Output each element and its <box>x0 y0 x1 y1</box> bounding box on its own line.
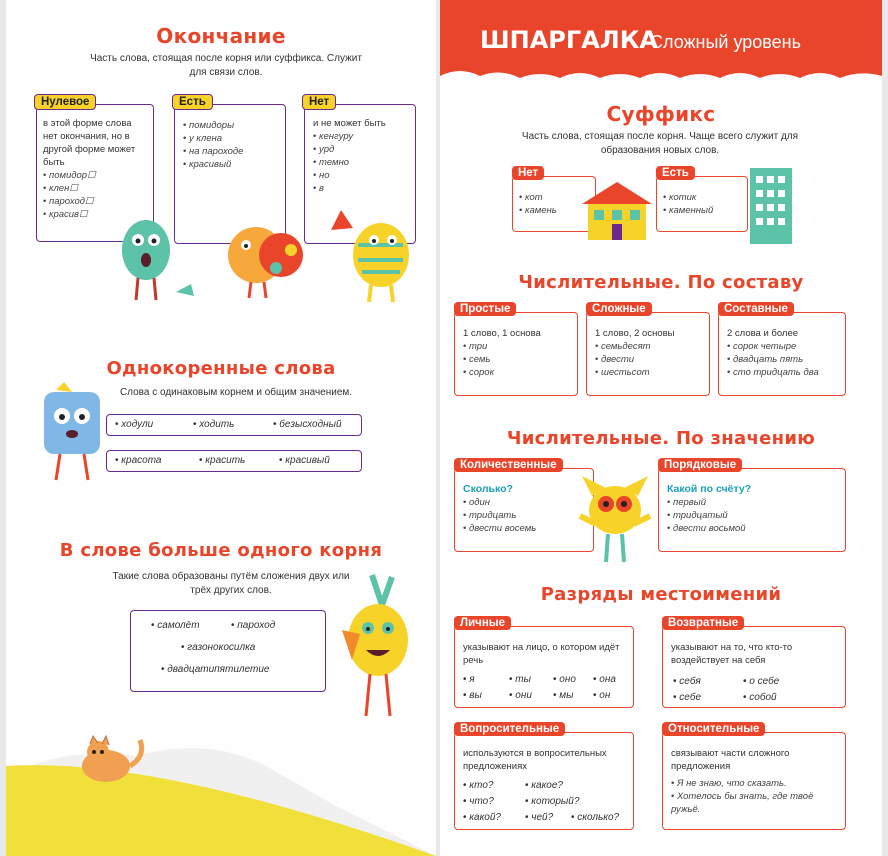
suffix-title: Суффикс <box>606 102 716 126</box>
list-item: • двести <box>595 353 701 366</box>
grass-illustration <box>6 726 436 856</box>
pronoun-word: • какой? <box>463 811 501 824</box>
list-item: • сорок четыре <box>727 340 837 353</box>
pronoun-relative-list <box>671 777 837 816</box>
list-item: • кенгуру <box>313 130 407 143</box>
left-page <box>6 0 436 856</box>
pronoun-word: • который? <box>525 795 579 808</box>
yellow-monster-icon <box>331 210 409 302</box>
list-item: • клен☐ <box>43 182 147 195</box>
num-ordinal-box <box>658 468 846 552</box>
cognate-row-1 <box>106 414 362 436</box>
list-item: • камень <box>519 204 589 217</box>
num-compound-tag: Составные <box>718 302 794 316</box>
pronoun-interrogative-text: используются в вопросительных предложениях <box>463 748 607 772</box>
num-meaning-title: Числительные. По значению <box>506 428 816 449</box>
compound-word: • пароход <box>231 619 275 632</box>
num-ordinal-tag: Порядковые <box>658 458 742 472</box>
green-monster-icon <box>122 220 194 300</box>
list-item: • сорок <box>463 366 569 379</box>
pronoun-word: • мы <box>553 689 574 702</box>
pronoun-word: • оно <box>553 673 576 686</box>
compound-word: • двадцатипятилетие <box>161 663 269 676</box>
pronoun-word: • о себе <box>743 675 779 688</box>
list-item: • на пароходе <box>183 145 277 158</box>
pronoun-word: • она <box>593 673 616 686</box>
banner-subtitle: Сложный уровень <box>650 32 801 52</box>
pronouns-title: Разряды местоимений <box>540 584 782 605</box>
pronoun-word: • чей? <box>525 811 553 824</box>
zero-ending-text: в этой форме слова нет окончания, но в другой форме может быть <box>43 118 136 168</box>
cognate-word: • безысходный <box>273 418 342 431</box>
list-item: • двести восемь <box>463 522 585 535</box>
has-ending-tag: Есть <box>172 94 213 110</box>
num-simple-tag: Простые <box>454 302 516 316</box>
pronoun-word: • какое? <box>525 779 563 792</box>
list-item: • первый <box>667 496 837 509</box>
cognate-title: Однокоренные слова <box>106 358 336 379</box>
pronoun-word: • сколько? <box>571 811 619 824</box>
num-ordinal-question: Какой по счёту? <box>667 483 752 495</box>
pronoun-word: • кто? <box>463 779 493 792</box>
num-cardinal-question: Сколько? <box>463 483 513 495</box>
pronoun-word: • что? <box>463 795 494 808</box>
list-item: • тридцатый <box>667 509 837 522</box>
cognate-word: • красивый <box>279 454 330 467</box>
num-complex-tag: Сложные <box>586 302 652 316</box>
suffix-none-tag: Нет <box>512 166 544 180</box>
cognate-word: • красота <box>115 454 161 467</box>
cognate-desc: Слова с одинаковым корнем и общим значением. <box>119 387 353 398</box>
right-page <box>440 0 882 856</box>
building-icon <box>746 164 796 246</box>
pronoun-reflexive-box <box>662 626 846 708</box>
compound-word: • газонокосилка <box>181 641 255 654</box>
num-complex-list <box>595 340 701 379</box>
list-item: • помидор☐ <box>43 169 147 182</box>
list-item: • семь <box>463 353 569 366</box>
list-item: • у клена <box>183 132 277 145</box>
banner-title: ШПАРГАЛКА <box>480 26 658 54</box>
pronoun-relative-text: связывают части сложного предложения <box>671 748 790 772</box>
num-cardinal-tag: Количественные <box>454 458 563 472</box>
cognate-word: • ходули <box>115 418 153 431</box>
num-composition-title: Числительные. По составу <box>518 272 804 293</box>
num-compound-text: 2 слова и более <box>727 328 799 339</box>
list-item: • тридцать <box>463 509 585 522</box>
list-item: • каменный <box>663 204 741 217</box>
cognate-row-2 <box>106 450 362 472</box>
pear-monster-icon <box>332 570 422 720</box>
suffix-have-box <box>656 176 748 232</box>
pronoun-word: • себе <box>673 691 701 704</box>
pronoun-word: • он <box>593 689 610 702</box>
list-item: • котик <box>663 191 741 204</box>
cloud-edge-decoration <box>440 66 882 96</box>
list-item: • помидоры <box>183 119 277 132</box>
suffix-none-list <box>519 191 589 217</box>
owl-monster-icon <box>570 466 660 566</box>
pronoun-word: • они <box>509 689 532 702</box>
pronoun-word: • ты <box>509 673 531 686</box>
list-item: • красивый <box>183 158 277 171</box>
num-simple-text: 1 слово, 1 основа <box>463 328 541 339</box>
list-item: • Я не знаю, что сказать. <box>671 777 837 790</box>
pronoun-word: • я <box>463 673 475 686</box>
list-item: • двадцать пять <box>727 353 837 366</box>
pronoun-personal-text: указывают на лицо, о котором идёт речь <box>463 642 620 666</box>
pronoun-word: • собой <box>743 691 777 704</box>
compound-word: • самолёт <box>151 619 200 632</box>
list-item: • семьдесят <box>595 340 701 353</box>
num-compound-list <box>727 340 837 379</box>
suffix-have-tag: Есть <box>656 166 695 180</box>
list-item: • шестьсот <box>595 366 701 379</box>
no-ending-text: и не может быть <box>313 118 386 129</box>
list-item: • сто тридцать два <box>727 366 837 379</box>
list-item: • красив☐ <box>43 208 147 221</box>
num-simple-list <box>463 340 569 379</box>
list-item: • урд <box>313 143 407 156</box>
pronoun-reflexive-text: указывают на то, что кто-то воздействует на себя <box>671 642 793 666</box>
multi-root-desc: Такие слова образованы путём сложения двух или трёх других слов. <box>112 571 350 596</box>
num-complex-box <box>586 312 710 396</box>
list-item: • но <box>313 169 407 182</box>
list-item: • один <box>463 496 585 509</box>
pronoun-interrogative-box <box>454 732 634 830</box>
num-cardinal-list <box>463 496 585 535</box>
zero-ending-tag: Нулевое <box>34 94 96 110</box>
suffix-desc: Часть слова, стоящая после корня. Чаще всего служит для образования новых слов. <box>521 131 799 156</box>
has-ending-list <box>183 119 277 171</box>
pronoun-interrogative-tag: Вопросительные <box>454 722 565 736</box>
list-item: • в <box>313 182 407 195</box>
pronoun-personal-tag: Личные <box>454 616 511 630</box>
monsters-illustration <box>106 200 426 310</box>
num-complex-text: 1 слово, 2 основы <box>595 328 675 339</box>
pronoun-relative-tag: Относительные <box>662 722 765 736</box>
pronoun-personal-box <box>454 626 634 708</box>
list-item: • двести восьмой <box>667 522 837 535</box>
ending-desc: Часть слова, стоящая после корня или суффикса. Служит для связи слов. <box>90 53 362 78</box>
multi-root-title: В слове больше одного корня <box>59 540 383 561</box>
pronoun-relative-box <box>662 732 846 830</box>
cognate-word: • ходить <box>193 418 234 431</box>
list-item: • три <box>463 340 569 353</box>
num-simple-box <box>454 312 578 396</box>
house-icon <box>582 178 652 244</box>
pronoun-word: • вы <box>463 689 482 702</box>
pronoun-word: • себя <box>673 675 701 688</box>
num-ordinal-list <box>667 496 837 535</box>
no-ending-list <box>313 130 407 195</box>
list-item: • пароход☐ <box>43 195 147 208</box>
no-ending-tag: Нет <box>302 94 336 110</box>
peacock-icon <box>228 227 303 298</box>
list-item: • темно <box>313 156 407 169</box>
suffix-have-list <box>663 191 741 217</box>
blue-monster-icon <box>36 380 116 490</box>
ending-title: Окончание <box>156 24 286 48</box>
cognate-word: • красить <box>199 454 245 467</box>
num-compound-box <box>718 312 846 396</box>
pronoun-reflexive-tag: Возвратные <box>662 616 744 630</box>
list-item: • кот <box>519 191 589 204</box>
multi-root-box <box>130 610 326 692</box>
list-item: • Хотелось бы знать, где твоё ружьё. <box>671 790 837 816</box>
